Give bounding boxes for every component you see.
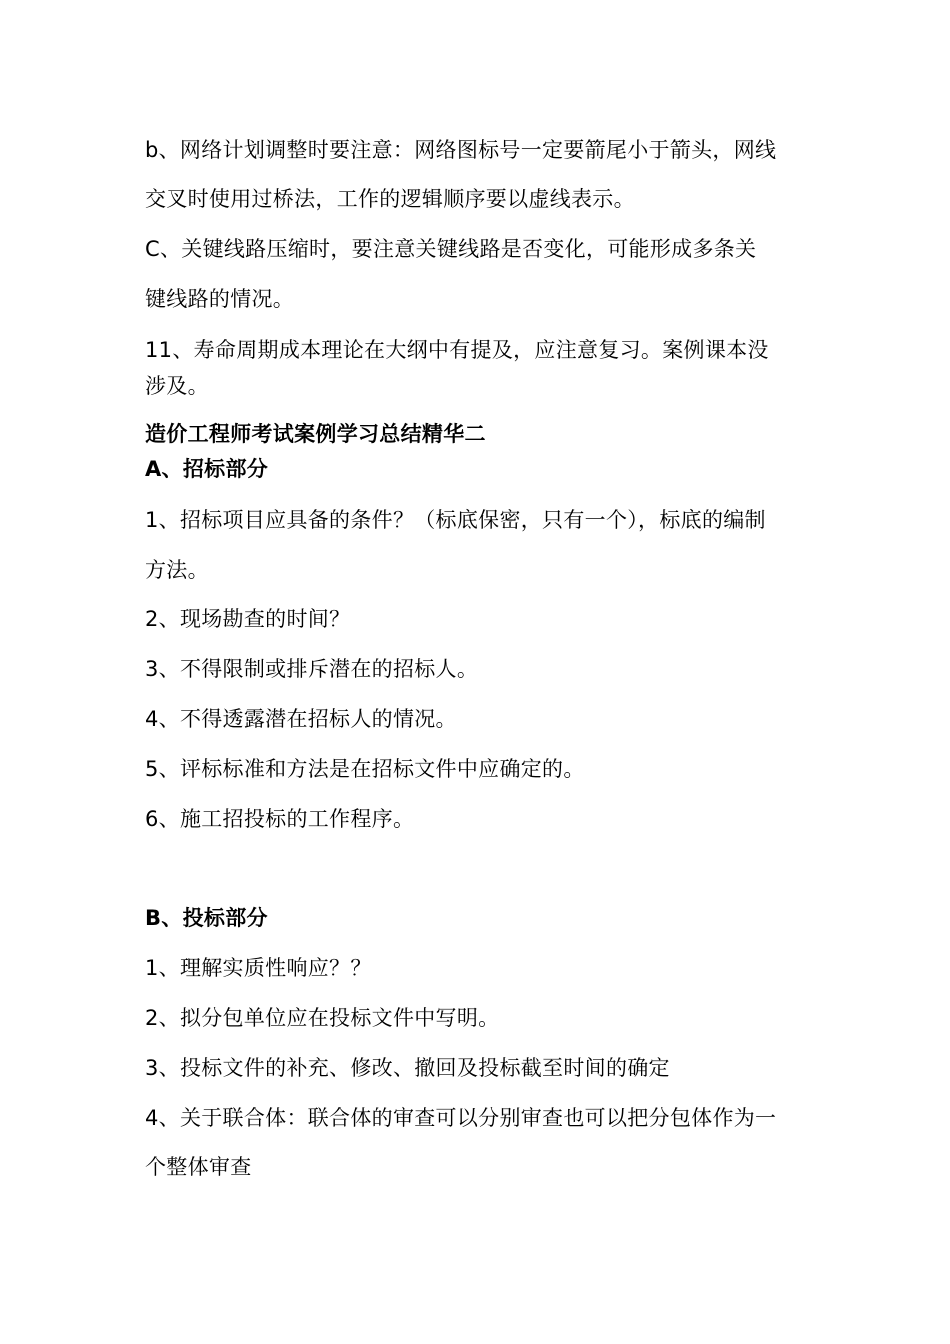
list-item: 3、不得限制或排斥潜在的招标人。 <box>145 657 479 681</box>
paragraph-line: b、网络计划调整时要注意：网络图标号一定要箭尾小于箭头，网线 <box>145 138 777 162</box>
list-item: 2、现场勘查的时间？ <box>145 607 351 631</box>
list-item: 5、评标标准和方法是在招标文件中应确定的。 <box>145 757 585 781</box>
paragraph-line: 涉及。 <box>145 374 209 398</box>
paragraph-line: C、关键线路压缩时，要注意关键线路是否变化，可能形成多条关 <box>145 237 757 261</box>
paragraph-line: 交叉时使用过桥法，工作的逻辑顺序要以虚线表示。 <box>145 187 635 211</box>
list-item-continuation: 方法。 <box>145 558 209 582</box>
list-item: 4、关于联合体：联合体的审查可以分别审查也可以把分包体作为一 <box>145 1106 777 1130</box>
section-title: 造价工程师考试案例学习总结精华二 <box>145 422 486 446</box>
paragraph-line: 11、寿命周期成本理论在大纲中有提及，应注意复习。案例课本没 <box>145 338 769 362</box>
list-item: 4、不得透露潜在招标人的情况。 <box>145 707 457 731</box>
list-item: 1、理解实质性响应？？ <box>145 956 372 980</box>
paragraph-line: 键线路的情况。 <box>145 287 295 311</box>
list-item: 3、投标文件的补充、修改、撤回及投标截至时间的确定 <box>145 1056 670 1080</box>
list-item: 1、招标项目应具备的条件？（标底保密，只有一个），标底的编制 <box>145 508 766 532</box>
section-heading: A、招标部分 <box>145 457 269 481</box>
list-item: 6、施工招投标的工作程序。 <box>145 807 415 831</box>
section-heading: B、投标部分 <box>145 906 268 930</box>
list-item-continuation: 个整体审查 <box>145 1155 252 1179</box>
list-item: 2、拟分包单位应在投标文件中写明。 <box>145 1006 500 1030</box>
